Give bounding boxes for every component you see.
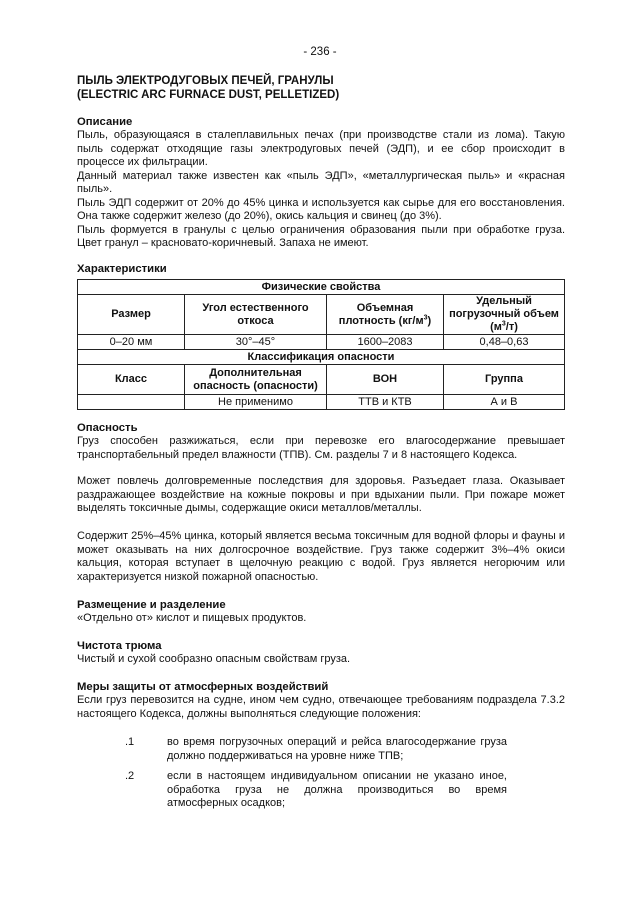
value-stowage-factor: 0,48–0,63 (444, 335, 565, 350)
document-title (77, 74, 339, 102)
list-item-number: .2 (125, 770, 135, 782)
weather-precautions-text: Если груз перевозится на судне, ином чем судно, отвечающее требованиям подраздела 7.3.2 настоящего Кодекса, должны выполняться следующие положения: (77, 694, 565, 720)
hazard-classification-title: Классификация опасности (78, 350, 565, 365)
physical-properties-title: Физические свойства (78, 280, 565, 295)
title-en: (ELECTRIC ARC FURNACE DUST, PELLETIZED) (77, 89, 340, 101)
stowage-text: «Отдельно от» кислот и пищевых продуктов. (77, 612, 307, 624)
weather-precautions-heading: Меры защиты от атмосферных воздействий (77, 681, 329, 693)
header-size: Размер (78, 295, 185, 335)
value-group: А и В (444, 395, 565, 410)
hazard-paragraph: Содержит 25%–45% цинка, который является весьма токсичным для водной флоры и фауны и может оказывать на них долгосрочное воздействие. Груз также содержит 3%–4% окиси кальция, которая вступает в щелочную реакцию с водой. Груз является негорючим или характеризуется низкой пожарной опасностью. (77, 530, 565, 583)
stowage-heading: Размещение и разделение (77, 599, 226, 611)
list-item-text: во время погрузочных операций и рейса влагосодержание груза должно поддерживаться на уровне ниже ТПВ; (167, 736, 507, 762)
description-paragraph: Пыль ЭДП содержит от 20% до 45% цинка и используется как сырье для его восстановления. Она также содержит железо (до 20%), окись кальция и свинец (до 3%). (77, 196, 565, 222)
value-class (78, 395, 185, 410)
list-item-number: .1 (125, 736, 135, 748)
header-class: Класс (78, 365, 185, 395)
description-text (77, 129, 565, 251)
hazard-paragraph: Груз способен разжижаться, если при перевозке его влагосодержание превышает транспортабельный предел влажности (ТПВ). См. разделы 7 и 8 настоящего Кодекса. (77, 435, 565, 461)
properties-table (77, 279, 565, 410)
header-density: Объемная плотность $(кг/м^3)$ (327, 295, 444, 335)
hold-cleanliness-heading: Чистота трюма (77, 640, 162, 652)
description-paragraph: Данный материал также известен как «пыль ЭДП», «металлургическая пыль» и «красная пыль». (77, 169, 565, 195)
header-group: Группа (444, 365, 565, 395)
value-density: 1600–2083 (327, 335, 444, 350)
title-ru: ПЫЛЬ ЭЛЕКТРОДУГОВЫХ ПЕЧЕЙ, ГРАНУЛЫ (77, 75, 334, 87)
value-angle: 30°–45° (185, 335, 327, 350)
page-number: - 236 - (303, 46, 337, 58)
hazard-paragraph: Может повлечь долговременные последствия для здоровья. Разъедает глаза. Оказывает раздражающее воздействие на кожные покровы и при вдыхании пыли. При пожаре может выделять токсичные дымы, содержащие окиси металлов/металлы. (77, 475, 565, 514)
hold-cleanliness-text: Чистый и сухой сообразно опасным свойствам груза. (77, 653, 351, 665)
list-item-text: если в настоящем индивидуальном описании не указано иное, обработка груза не должна производиться во время атмосферных осадков; (167, 770, 507, 809)
characteristics-heading: Характеристики (77, 263, 167, 275)
header-mhb: ВОН (327, 365, 444, 395)
header-stowage-factor: Удельный погрузочный объем $(м^3/т)$ (444, 295, 565, 335)
value-size: 0–20 мм (78, 335, 185, 350)
value-mhb: ТТВ и КТВ (327, 395, 444, 410)
description-heading: Описание (77, 116, 133, 128)
description-paragraph: Пыль формуется в гранулы с целью ограничения образования пыли при обработке груза. Цвет гранул – красновато-коричневый. Запаха не имеют. (77, 223, 565, 249)
header-angle: Угол естественного откоса (185, 295, 327, 335)
value-subsidiary-hazard: Не применимо (185, 395, 327, 410)
hazard-heading: Опасность (77, 422, 138, 434)
description-paragraph: Пыль, образующаяся в сталеплавильных печах (при производстве стали из лома). Такую пыль содержат отходящие газы электродуговых печей (ЭДП), и ее сбор происходит в процессе их фильтрации. (77, 129, 565, 168)
header-subsidiary-hazard: Дополнительная опасность (опасности) (185, 365, 327, 395)
